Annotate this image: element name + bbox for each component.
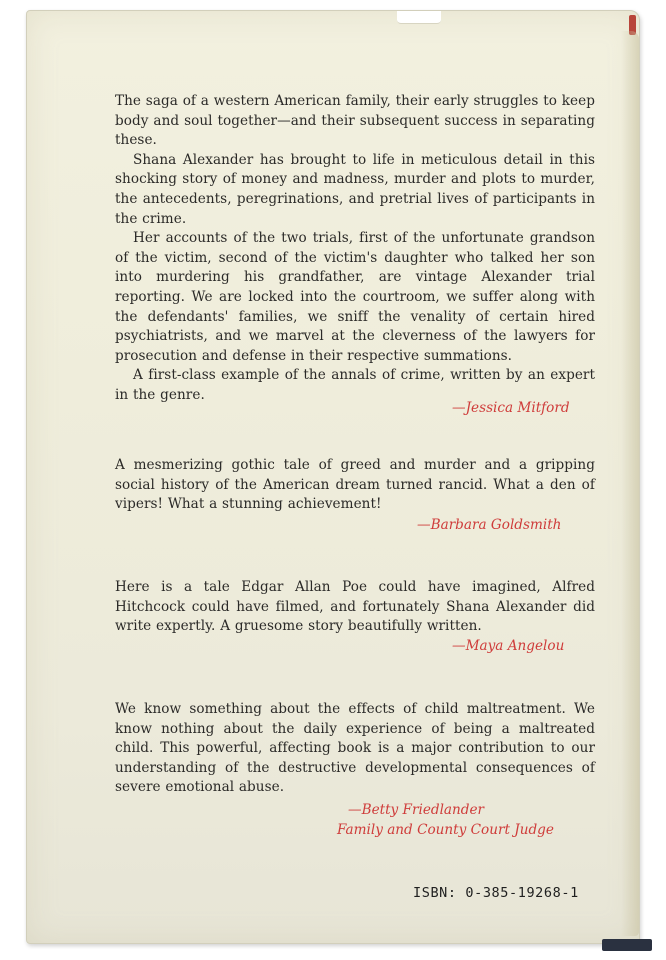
blurb-paragraph: A mesmerizing gothic tale of greed and murder and a gripping social history of the American dream turned rancid. What a den of vipers! What a stunning achievement! xyxy=(115,457,595,513)
red-spine-edge xyxy=(629,15,636,35)
attribution-goldsmith: —Barbara Goldsmith xyxy=(417,517,562,533)
isbn-number: ISBN: 0-385-19268-1 xyxy=(413,885,579,901)
blurb-friedlander xyxy=(115,700,595,798)
blurb-goldsmith xyxy=(115,456,595,515)
attribution-friedlander-title: Family and County Court Judge xyxy=(337,822,554,838)
blurb-paragraph: Shana Alexander has brought to life in meticulous detail in this shocking story of money and madness, murder and plots to murder, the antecedents, peregrinations, and pretrial lives of participants in the crime. xyxy=(115,151,595,227)
dark-corner-tab xyxy=(602,939,652,951)
blurb-paragraph: A first-class example of the annals of crime, written by an expert in the genre. xyxy=(115,367,595,403)
cover-tear xyxy=(397,11,441,24)
blurb-paragraph: We know something about the effects of child maltreatment. We know nothing about the daily experience of being a maltreated child. This powerful, affecting book is a major contribution to our understanding of the destructive developmental consequences of severe emotional abuse. xyxy=(115,701,595,796)
blurb-paragraph: Here is a tale Edgar Allan Poe could have imagined, Alfred Hitchcock could have filmed, and fortunately Shana Alexander did write expertly. A gruesome story beautifully written. xyxy=(115,579,595,635)
blurb-angelou xyxy=(115,578,595,637)
blurb-mitford xyxy=(115,92,595,406)
blurb-paragraph: The saga of a western American family, their early struggles to keep body and soul together—and their subsequent success in separating these. xyxy=(115,93,595,149)
attribution-mitford: —Jessica Mitford xyxy=(452,400,570,416)
attribution-friedlander: —Betty Friedlander xyxy=(348,802,485,818)
attribution-angelou: —Maya Angelou xyxy=(452,638,565,654)
blurb-paragraph: Her accounts of the two trials, first of the unfortunate grandson of the victim, second of the victim's daughter who talked her son into murdering his grandfather, are vintage Alexander trial reporting. We are locked into the courtroom, we suffer along with the defendants' families, we sniff the venality of certain hired psychiatrists, and we marvel at the cleverness of the lawyers for prosecution and defense in their respective summations. xyxy=(115,230,595,364)
